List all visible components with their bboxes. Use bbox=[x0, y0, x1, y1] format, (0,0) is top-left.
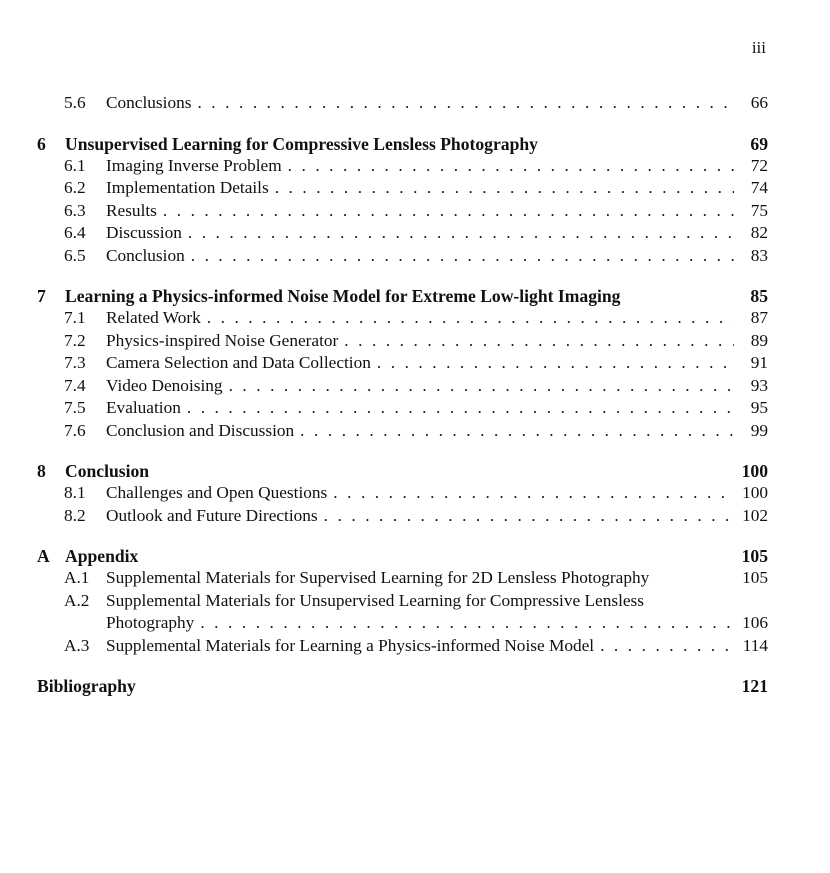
chapter-number: 8 bbox=[37, 461, 46, 481]
section-number: 6.2 bbox=[64, 178, 86, 197]
toc-entry-7-2[interactable] bbox=[37, 331, 768, 354]
toc-entry-7-6[interactable] bbox=[37, 421, 768, 444]
toc-entry-8-1[interactable] bbox=[37, 483, 768, 506]
toc-entry-6-4[interactable] bbox=[37, 223, 768, 246]
section-title: Evaluation bbox=[106, 398, 181, 417]
section-number: A.2 bbox=[64, 590, 90, 610]
page-ref: 91 bbox=[750, 353, 768, 372]
toc-chapter-6[interactable] bbox=[37, 134, 768, 156]
chapter-number: 6 bbox=[37, 133, 46, 154]
chapter-title: Unsupervised Learning for Compressive Lensless Photography bbox=[65, 133, 538, 154]
section-number: 7.3 bbox=[64, 353, 86, 372]
toc-chapter-7[interactable] bbox=[37, 286, 768, 308]
leader-dots bbox=[200, 613, 732, 633]
toc-entry-6-3[interactable] bbox=[37, 201, 768, 224]
section-title: Conclusion bbox=[106, 245, 185, 265]
leader-dots bbox=[187, 398, 734, 418]
toc-entry-7-1[interactable] bbox=[37, 308, 768, 331]
toc-chapter-appendix[interactable] bbox=[37, 546, 768, 568]
section-number: 8.1 bbox=[64, 483, 86, 502]
leader-dots bbox=[333, 483, 732, 503]
section-title: Results bbox=[106, 200, 157, 220]
section-title: Supplemental Materials for Learning a Physics-informed Noise Model bbox=[106, 635, 595, 655]
chapter-number: 7 bbox=[37, 286, 46, 306]
page-ref: 102 bbox=[742, 505, 768, 525]
section-title: Conclusions bbox=[106, 93, 192, 112]
page-ref: 95 bbox=[750, 398, 768, 417]
page-ref: 105 bbox=[741, 546, 768, 566]
section-number: 6.3 bbox=[64, 200, 86, 220]
leader-dots bbox=[197, 93, 734, 113]
table-of-contents bbox=[37, 93, 768, 698]
toc-entry-6-5[interactable] bbox=[37, 246, 768, 269]
page-ref: 99 bbox=[750, 420, 768, 440]
toc-entry-5-6[interactable] bbox=[37, 93, 768, 116]
page-number: iii bbox=[751, 38, 766, 57]
page-ref: 121 bbox=[741, 676, 768, 696]
toc-bibliography[interactable] bbox=[37, 676, 768, 698]
page-ref: 89 bbox=[750, 330, 768, 350]
toc-entry-6-1[interactable] bbox=[37, 156, 768, 179]
section-number: 7.4 bbox=[64, 375, 86, 395]
section-number: 8.2 bbox=[64, 505, 86, 525]
page-ref: 72 bbox=[750, 155, 768, 175]
section-title: Supplemental Materials for Unsupervised Learning for Compressive Lensless bbox=[106, 590, 644, 610]
leader-dots bbox=[300, 421, 734, 441]
toc-entry-a-1[interactable] bbox=[37, 568, 768, 591]
section-number: 6.4 bbox=[64, 223, 86, 242]
section-number: 7.2 bbox=[64, 330, 86, 350]
leader-dots bbox=[600, 636, 733, 656]
section-title: Outlook and Future Directions bbox=[106, 505, 318, 525]
section-title: Imaging Inverse Problem bbox=[106, 155, 282, 175]
page-ref: 83 bbox=[750, 245, 768, 265]
toc-entry-7-5[interactable] bbox=[37, 398, 768, 421]
toc-entry-6-2[interactable] bbox=[37, 178, 768, 201]
page-ref: 87 bbox=[750, 308, 768, 327]
leader-dots bbox=[163, 201, 734, 221]
section-title: Implementation Details bbox=[106, 178, 269, 197]
section-number: 6.5 bbox=[64, 245, 86, 265]
chapter-title: Learning a Physics-informed Noise Model for Extreme Low-light Imaging bbox=[65, 286, 621, 306]
page-ref: 100 bbox=[741, 461, 768, 481]
bibliography-title: Bibliography bbox=[37, 676, 136, 696]
section-title: Conclusion and Discussion bbox=[106, 420, 295, 440]
section-title: Camera Selection and Data Collection bbox=[106, 353, 371, 372]
leader-dots bbox=[207, 308, 734, 328]
chapter-title: Conclusion bbox=[65, 461, 150, 481]
page-ref: 93 bbox=[750, 375, 768, 395]
section-number: 5.6 bbox=[64, 93, 86, 112]
page-ref: 114 bbox=[742, 635, 768, 655]
toc-entry-8-2[interactable] bbox=[37, 506, 768, 529]
page-ref: 69 bbox=[750, 133, 768, 154]
section-number: 6.1 bbox=[64, 155, 86, 175]
section-number: 7.1 bbox=[64, 308, 86, 327]
section-title: Challenges and Open Questions bbox=[106, 483, 328, 502]
toc-entry-a-2[interactable] bbox=[37, 591, 768, 614]
page-ref: 106 bbox=[742, 613, 768, 632]
toc-entry-7-3[interactable] bbox=[37, 353, 768, 376]
leader-dots bbox=[229, 376, 734, 396]
chapter-title: Appendix bbox=[65, 546, 139, 566]
leader-dots bbox=[188, 223, 734, 243]
section-number: 7.5 bbox=[64, 398, 86, 417]
section-title: Discussion bbox=[106, 223, 182, 242]
section-number: A.3 bbox=[64, 635, 90, 655]
page-ref: 75 bbox=[750, 200, 768, 220]
page-ref: 100 bbox=[742, 483, 768, 502]
toc-entry-a-2-continuation[interactable] bbox=[106, 613, 768, 636]
toc-entry-a-3[interactable] bbox=[37, 636, 768, 659]
section-title: Video Denoising bbox=[106, 375, 223, 395]
leader-dots bbox=[288, 156, 734, 176]
page-ref: 82 bbox=[750, 223, 768, 242]
toc-entry-7-4[interactable] bbox=[37, 376, 768, 399]
leader-dots bbox=[344, 331, 734, 351]
section-title: Supplemental Materials for Supervised Learning for 2D Lensless Photography bbox=[106, 568, 650, 587]
page-ref: 66 bbox=[750, 93, 768, 112]
section-title-continuation: Photography bbox=[106, 613, 195, 632]
leader-dots bbox=[275, 178, 734, 198]
page-ref: 105 bbox=[742, 568, 768, 587]
section-title: Physics-inspired Noise Generator bbox=[106, 330, 339, 350]
chapter-number: A bbox=[37, 546, 50, 566]
section-number: A.1 bbox=[64, 568, 90, 587]
leader-dots bbox=[191, 246, 734, 266]
page-ref: 74 bbox=[750, 178, 768, 197]
leader-dots bbox=[324, 506, 732, 526]
toc-chapter-8[interactable] bbox=[37, 461, 768, 483]
section-title: Related Work bbox=[106, 308, 201, 327]
leader-dots bbox=[377, 353, 734, 373]
page-ref: 85 bbox=[750, 286, 768, 306]
section-number: 7.6 bbox=[64, 420, 86, 440]
